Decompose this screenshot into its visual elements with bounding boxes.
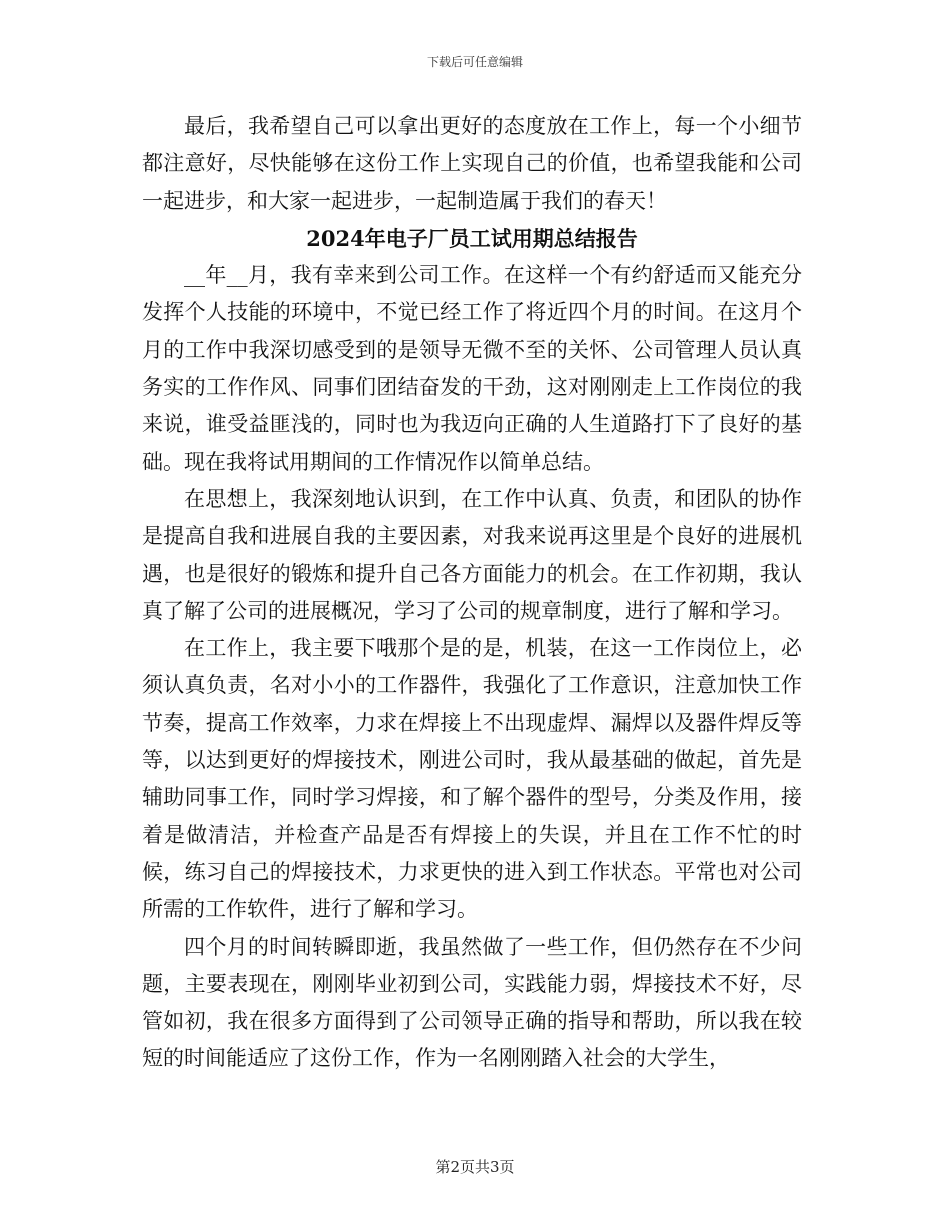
paragraph-4: 四个月的时间转瞬即逝，我虽然做了一些工作，但仍然存在不少问题，主要表现在，刚刚毕业初到公司，实践能力弱，焊接技术不好，尽管如初，我在很多方面得到了公司领导正确的指导和帮助，所以我在较短的时间能适应了这份工作，作为一名刚刚踏入社会的大学生，: [142, 934, 802, 1071]
paragraph-2: 在思想上，我深刻地认识到，在工作中认真、负责，和团队的协作是提高自我和进展自我的主要因素，对我来说再这里是个良好的进展机遇，也是很好的锻炼和提升自己各方面能力的机会。在工作初期，我认真了解了公司的进展概况，学习了公司的规章制度，进行了解和学习。: [142, 486, 802, 623]
page-number: 第2页共3页: [435, 1158, 515, 1176]
intro-paragraph: 最后，我希望自己可以拿出更好的态度放在工作上，每一个小细节都注意好，尽快能够在这份工作上实现自己的价值，也希望我能和公司一起进步，和大家一起进步，一起制造属于我们的春天！: [142, 114, 802, 213]
paragraph-3: 在工作上，我主要下哦那个是的是，机装，在这一工作岗位上，必须认真负责，名对小小的工作器件，我强化了工作意识，注意加快工作节奏，提高工作效率，力求在焊接上不出现虚焊、漏焊以及器件焊反等等，以达到更好的焊接技术，刚进公司时，我从最基础的做起，首先是辅助同事工作，同时学习焊接，和了解个器件的型号，分类及作用，接着是做清洁，并检查产品是否有焊接上的失误，并且在工作不忙的时候，练习自己的焊接技术，力求更快的进入到工作状态。平常也对公司所需的工作软件，进行了解和学习。: [142, 636, 802, 922]
document-title: 2024年电子厂员工试用期总结报告: [306, 225, 638, 251]
document-body: [142, 108, 802, 1078]
paragraph-1: __年__月，我有幸来到公司工作。在这样一个有约舒适而又能充分发挥个人技能的环境中，不觉已经工作了将近四个月的时间。在这月个月的工作中我深切感受到的是领导无微不至的关怀、公司管理人员认真务实的工作作风、同事们团结奋发的干劲，这对刚刚走上工作岗位的我来说，谁受益匪浅的，同时也为我迈向正确的人生道路打下了良好的基础。现在我将试用期间的工作情况作以简单总结。: [142, 263, 802, 474]
page-header-note: 下载后可任意编辑: [426, 55, 523, 69]
